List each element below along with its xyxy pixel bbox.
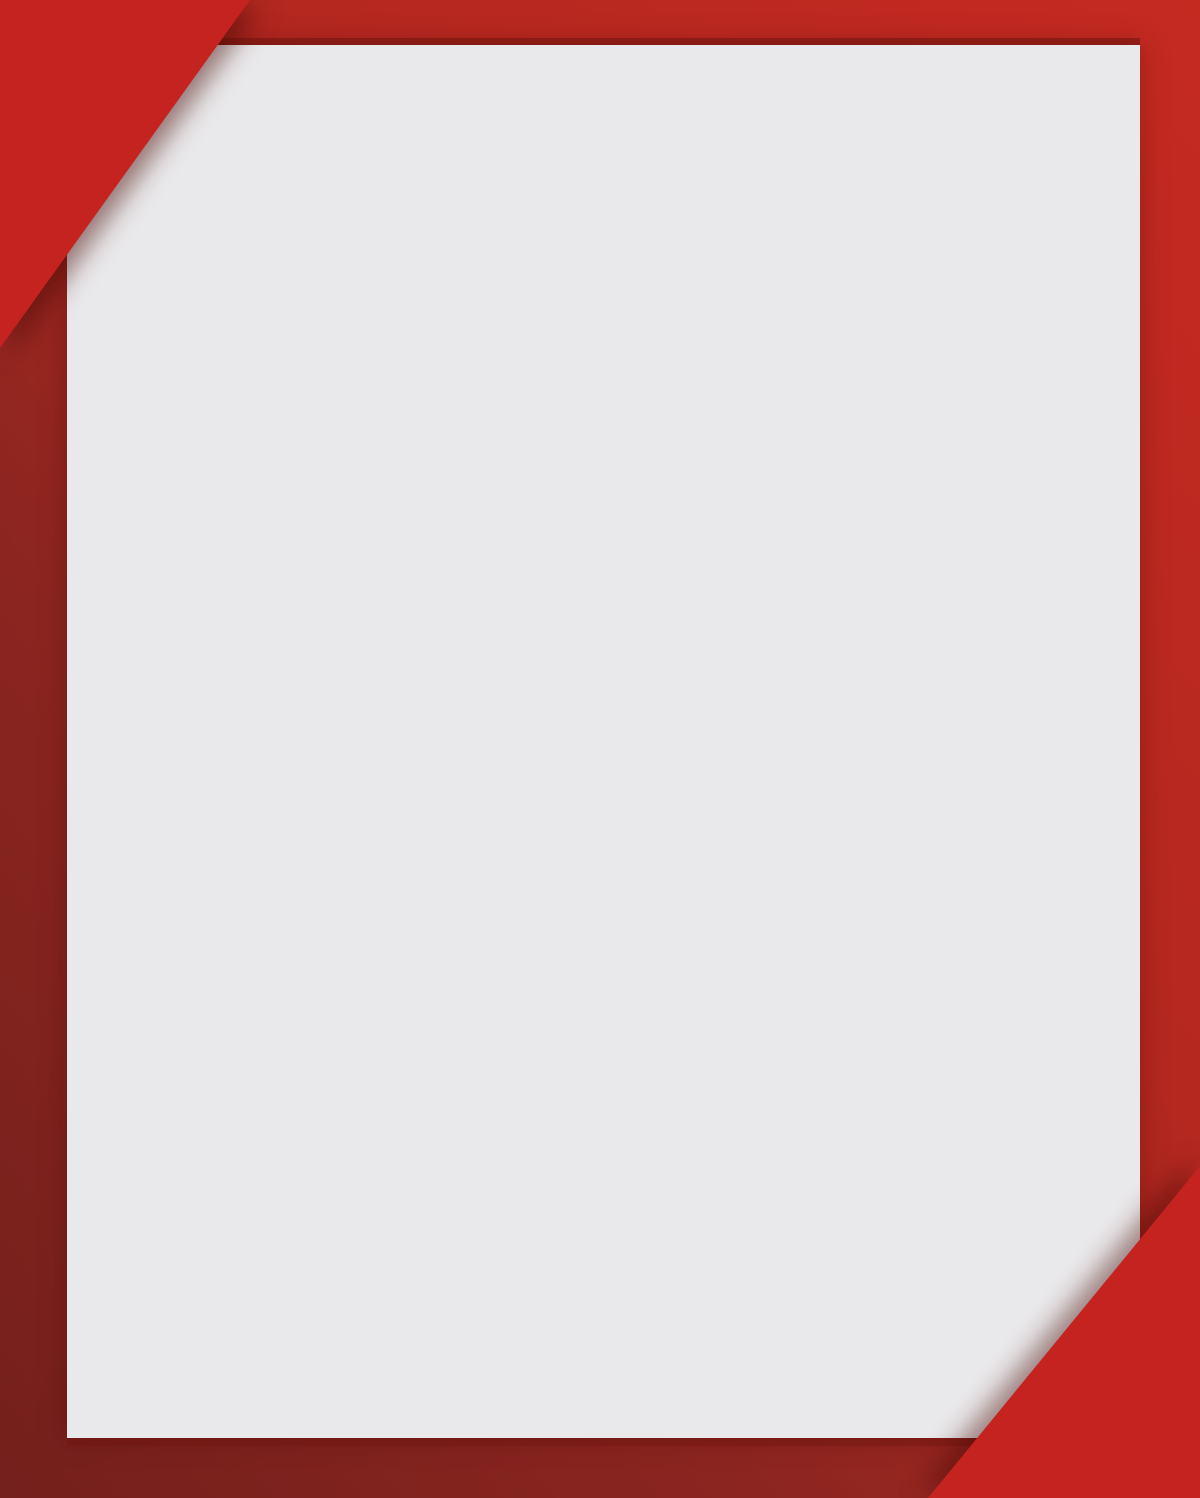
- corner-ribbon-bottom-right: [928, 1166, 1200, 1498]
- corner-ribbon-top-left: [0, 0, 250, 348]
